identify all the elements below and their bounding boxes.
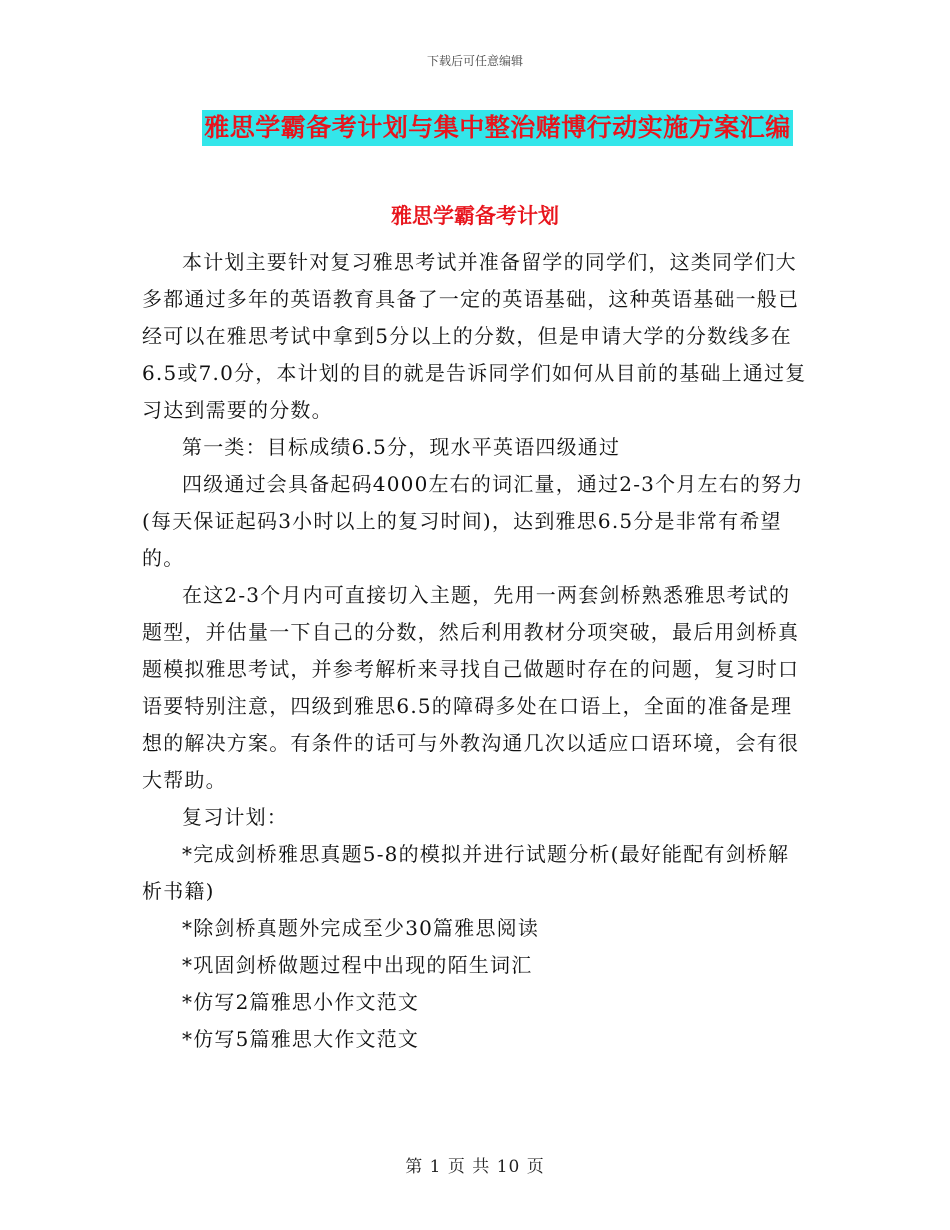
paragraph-vocabulary: 四级通过会具备起码4000左右的词汇量，通过2-3个月左右的努力(每天保证起码3小时以上的复习时间)，达到雅思6.5分是非常有希望的。 (142, 472, 804, 570)
section-title: 雅思学霸备考计划 (391, 204, 559, 228)
paragraph-review-plan-heading: 复习计划： (182, 805, 288, 829)
paragraph-strategy: 在这2-3个月内可直接切入主题，先用一两套剑桥熟悉雅思考试的题型，并估量一下自己的分数，然后利用教材分项突破，最后用剑桥真题模拟雅思考试，并参考解析来寻找自己做题时存在的问题，复习时口语要特别注意，四级到雅思6.5的障碍多处在口语上，全面的准备是理想的解决方案。有条件的话可与外教沟通几次以适应口语环境，会有很大帮助。 (142, 583, 800, 792)
document-title-container (0, 110, 950, 146)
list-item: *仿写2篇雅思小作文范文 (182, 990, 420, 1014)
header-note: 下载后可任意编辑 (426, 54, 523, 68)
document-title: 雅思学霸备考计划与集中整治赌博行动实施方案汇编 (202, 110, 793, 146)
list-item: *仿写5篇雅思大作文范文 (182, 1027, 420, 1051)
page-footer: 第 1 页 共 10 页 (405, 1157, 545, 1177)
paragraph-intro: 本计划主要针对复习雅思考试并准备留学的同学们，这类同学们大多都通过多年的英语教育具备了一定的英语基础，这种英语基础一般已经可以在雅思考试中拿到5分以上的分数，但是申请大学的分数线多在6.5或7.0分，本计划的目的就是告诉同学们如何从目前的基础上通过复习达到需要的分数。 (142, 250, 807, 422)
paragraph-category-one: 第一类：目标成绩6.5分，现水平英语四级通过 (182, 435, 621, 459)
body-text (142, 244, 810, 1058)
list-item: *巩固剑桥做题过程中出现的陌生词汇 (182, 953, 533, 977)
list-item: *除剑桥真题外完成至少30篇雅思阅读 (182, 916, 540, 940)
list-item: *完成剑桥雅思真题5-8的模拟并进行试题分析(最好能配有剑桥解析书籍) (142, 842, 790, 903)
